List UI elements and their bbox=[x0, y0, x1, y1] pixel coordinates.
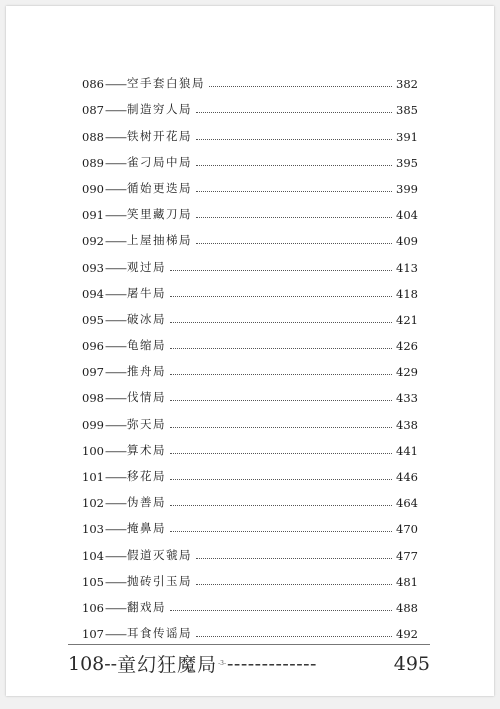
entry-leader bbox=[196, 558, 392, 559]
entry-separator: —— bbox=[104, 155, 126, 170]
entry-page-number: 426 bbox=[396, 339, 418, 354]
toc-entry bbox=[82, 248, 418, 274]
entry-number: 087 bbox=[82, 103, 104, 118]
entry-separator: —— bbox=[104, 260, 126, 275]
toc-entry bbox=[82, 510, 418, 536]
entry-page-number: 433 bbox=[396, 391, 418, 406]
entry-title: 伪善局 bbox=[126, 495, 166, 510]
entry-separator: —— bbox=[104, 443, 126, 458]
entry-title: 破冰局 bbox=[126, 311, 166, 326]
entry-leader bbox=[209, 86, 392, 87]
entry-number: 099 bbox=[82, 417, 104, 432]
entry-title: 弥天局 bbox=[126, 416, 166, 431]
toc-entry bbox=[82, 222, 418, 248]
entry-separator: —— bbox=[104, 574, 126, 589]
entry-title: 循始更迭局 bbox=[126, 180, 192, 195]
toc-entry bbox=[82, 301, 418, 327]
entry-number: 106 bbox=[82, 600, 104, 615]
toc-entry bbox=[82, 65, 418, 91]
entry-leader bbox=[170, 374, 392, 375]
entry-number: 100 bbox=[82, 443, 104, 458]
entry-title: 空手套白狼局 bbox=[126, 76, 205, 91]
table-of-contents bbox=[82, 65, 418, 641]
entry-page-number: 413 bbox=[396, 260, 418, 275]
entry-title: 龟缩局 bbox=[126, 338, 166, 353]
toc-entry bbox=[82, 117, 418, 143]
toc-entry bbox=[82, 563, 418, 589]
toc-entry bbox=[82, 170, 418, 196]
toc-entry bbox=[82, 405, 418, 431]
entry-title: 观过局 bbox=[126, 259, 166, 274]
entry-page-number: 464 bbox=[396, 496, 418, 511]
entry-page-number: 391 bbox=[396, 129, 418, 144]
entry-separator: —— bbox=[104, 470, 126, 484]
entry-leader bbox=[170, 427, 392, 428]
entry-page-number: 429 bbox=[396, 365, 418, 380]
entry-separator: —— bbox=[104, 77, 126, 92]
entry-leader bbox=[170, 270, 392, 271]
entry-leader bbox=[170, 610, 392, 611]
entry-title: 推舟局 bbox=[126, 364, 166, 379]
entry-page-number: 395 bbox=[396, 155, 418, 170]
document-page bbox=[6, 6, 494, 696]
entry-leader: ------------- bbox=[227, 652, 317, 675]
entry-page-number: 382 bbox=[396, 77, 418, 92]
toc-entry bbox=[82, 536, 418, 562]
entry-title: 雀刁局中局 bbox=[126, 154, 192, 169]
entry-title: 童幻狂魔局 bbox=[117, 654, 218, 676]
entry-separator: —— bbox=[104, 600, 126, 615]
entry-separator: —— bbox=[104, 103, 126, 118]
entry-page-number: 399 bbox=[396, 181, 418, 196]
toc-entry bbox=[82, 379, 418, 405]
entry-page-number: 488 bbox=[396, 600, 418, 615]
entry-separator: —— bbox=[104, 522, 126, 537]
entry-leader bbox=[196, 584, 392, 585]
entry-leader bbox=[196, 112, 392, 113]
entry-separator: —— bbox=[104, 339, 126, 354]
toc-entry bbox=[82, 458, 418, 484]
entry-title: 假道灭虢局 bbox=[126, 547, 192, 562]
entry-title: 翻戏局 bbox=[126, 599, 166, 614]
page-number-mark: -3- bbox=[218, 660, 226, 667]
toc-entry bbox=[82, 589, 418, 615]
entry-leader bbox=[196, 139, 392, 140]
entry-number: 104 bbox=[82, 548, 104, 563]
entry-leader bbox=[170, 505, 392, 506]
entry-separator: —— bbox=[104, 627, 126, 642]
entry-page-number: 481 bbox=[396, 574, 418, 589]
entry-page-number: 409 bbox=[396, 234, 418, 249]
toc-entry bbox=[82, 91, 418, 117]
entry-number: 091 bbox=[82, 208, 104, 223]
entry-title: 掩鼻局 bbox=[126, 521, 166, 536]
entry-title: 耳食传谣局 bbox=[126, 626, 192, 641]
entry-separator: -- bbox=[104, 652, 118, 675]
entry-page-number: 404 bbox=[396, 208, 418, 223]
entry-number: 108 bbox=[68, 652, 105, 675]
entry-number: 096 bbox=[82, 339, 104, 354]
entry-title: 上屋抽梯局 bbox=[126, 233, 192, 248]
entry-page-number: 385 bbox=[396, 103, 418, 118]
entry-number: 095 bbox=[82, 312, 104, 327]
entry-leader bbox=[170, 348, 392, 349]
entry-number: 092 bbox=[82, 234, 104, 249]
toc-entry bbox=[82, 353, 418, 379]
entry-number: 097 bbox=[82, 365, 104, 380]
toc-entry-108 bbox=[68, 650, 430, 677]
entry-title: 屠牛局 bbox=[126, 285, 166, 300]
entry-leader bbox=[196, 636, 392, 637]
entry-separator: —— bbox=[104, 365, 126, 380]
entry-number: 093 bbox=[82, 260, 104, 275]
entry-number: 086 bbox=[82, 77, 104, 92]
entry-page-number: 438 bbox=[396, 417, 418, 432]
entry-page-number: 477 bbox=[396, 548, 418, 563]
entry-separator: —— bbox=[104, 129, 126, 144]
entry-number: 105 bbox=[82, 574, 104, 589]
entry-number: 089 bbox=[82, 155, 104, 170]
footer-rule bbox=[68, 644, 430, 645]
entry-separator: —— bbox=[104, 312, 126, 327]
entry-page-number: 441 bbox=[396, 443, 418, 458]
entry-separator: —— bbox=[104, 548, 126, 563]
entry-separator: —— bbox=[104, 417, 126, 432]
entry-page-number: 418 bbox=[396, 286, 418, 301]
toc-entry bbox=[82, 432, 418, 458]
entry-separator: —— bbox=[104, 286, 126, 301]
entry-separator: —— bbox=[104, 391, 126, 406]
entry-page-number: 495 bbox=[393, 652, 430, 675]
entry-title: 抛砖引玉局 bbox=[126, 573, 192, 588]
entry-number: 107 bbox=[82, 627, 104, 642]
entry-title: 铁树开花局 bbox=[126, 128, 192, 143]
toc-entry bbox=[82, 484, 418, 510]
entry-title: 制造穷人局 bbox=[126, 102, 192, 117]
entry-leader bbox=[196, 243, 392, 244]
toc-entry bbox=[82, 327, 418, 353]
toc-entry bbox=[82, 196, 418, 222]
entry-number: 102 bbox=[82, 496, 104, 511]
entry-separator: —— bbox=[104, 234, 126, 249]
entry-separator: —— bbox=[104, 181, 126, 196]
entry-leader bbox=[196, 165, 392, 166]
entry-title: 算术局 bbox=[126, 442, 166, 457]
entry-leader bbox=[170, 531, 392, 532]
entry-number: 094 bbox=[82, 286, 104, 301]
entry-page-number: 446 bbox=[396, 470, 418, 484]
entry-title: 伐情局 bbox=[126, 390, 166, 405]
entry-leader bbox=[170, 479, 392, 480]
entry-number: 101 bbox=[82, 470, 104, 484]
entry-separator: —— bbox=[104, 208, 126, 223]
entry-title: 移花局 bbox=[126, 469, 166, 483]
entry-leader bbox=[196, 191, 392, 192]
entry-leader bbox=[170, 400, 392, 401]
entry-number: 088 bbox=[82, 129, 104, 144]
entry-number: 098 bbox=[82, 391, 104, 406]
entry-page-number: 421 bbox=[396, 312, 418, 327]
entry-number: 103 bbox=[82, 522, 104, 537]
entry-leader bbox=[196, 217, 392, 218]
entry-leader bbox=[170, 322, 392, 323]
entry-leader bbox=[170, 453, 392, 454]
entry-title: 笑里藏刀局 bbox=[126, 207, 192, 222]
toc-entry bbox=[82, 615, 418, 641]
toc-entry bbox=[82, 275, 418, 301]
entry-page-number: 492 bbox=[396, 627, 418, 642]
entry-separator: —— bbox=[104, 496, 126, 511]
entry-number: 090 bbox=[82, 181, 104, 196]
entry-leader bbox=[170, 296, 392, 297]
toc-entry bbox=[82, 144, 418, 170]
entry-page-number: 470 bbox=[396, 522, 418, 537]
